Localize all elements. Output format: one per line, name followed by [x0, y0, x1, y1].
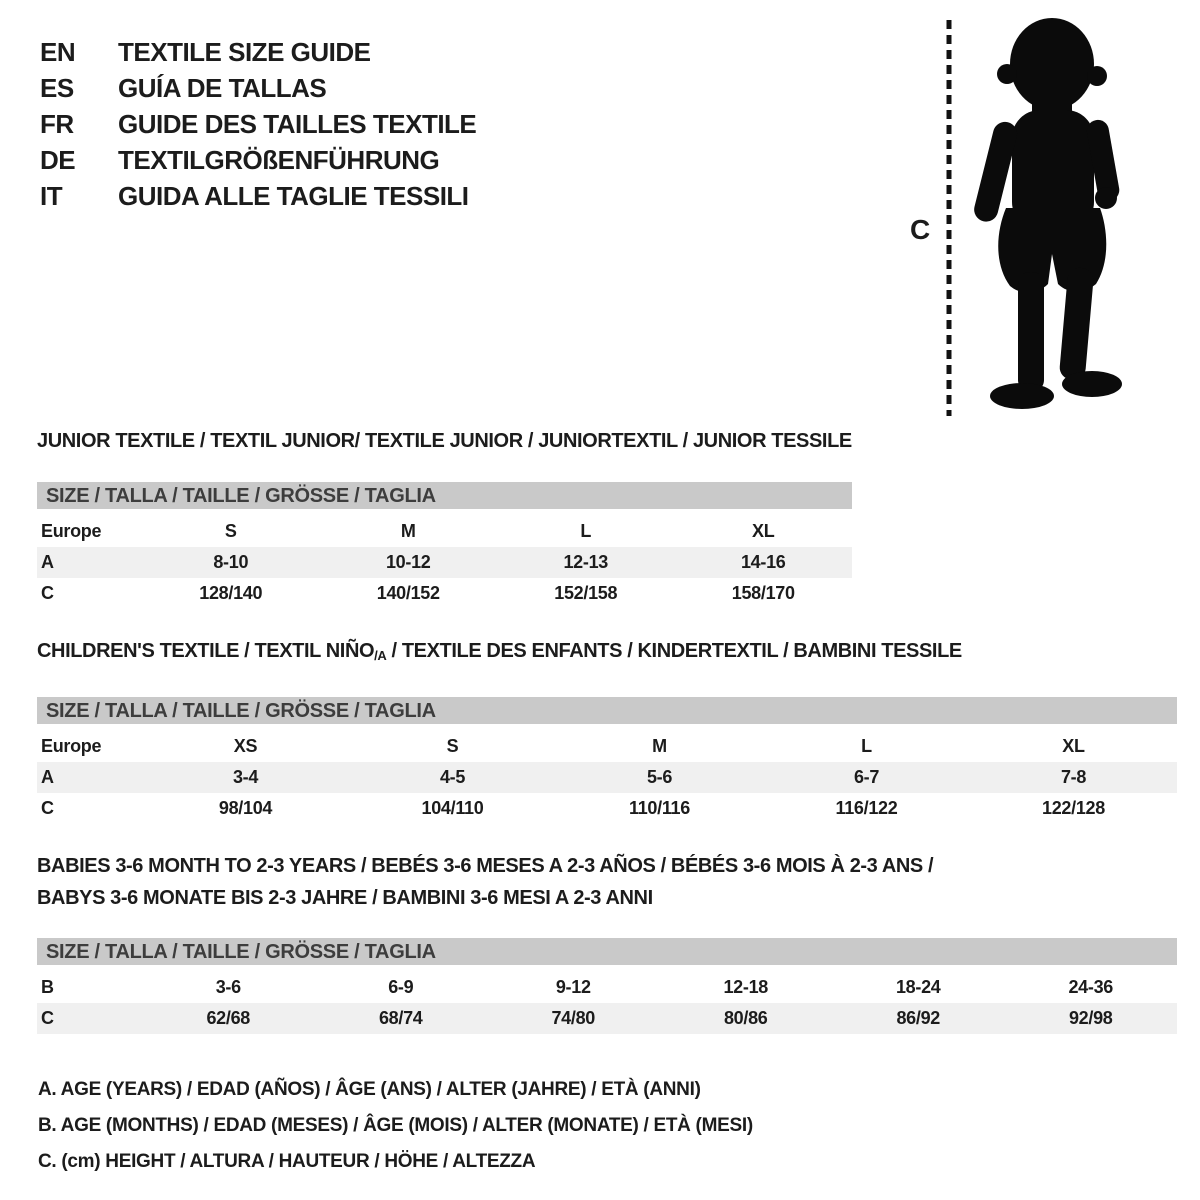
value-cell: 92/98	[1068, 1008, 1113, 1028]
value-cell: S	[446, 736, 459, 756]
value-cell: 12-18	[723, 977, 769, 997]
section-title: JUNIOR TEXTILE / TEXTIL JUNIOR/ TEXTILE JUNIOR / JUNIORTEXTIL / JUNIOR TESSILE	[37, 430, 852, 452]
value-cell: 7-8	[1060, 767, 1087, 787]
note-line-b: B. AGE (MONTHS) / EDAD (MESES) / ÂGE (MOIS) / ALTER (MONATE) / ETÀ (MESI)	[38, 1115, 753, 1136]
value-cell: 128/140	[199, 583, 263, 603]
value-cell: 80/86	[723, 1008, 768, 1028]
section-title-part: / TEXTILE DES ENFANTS / KINDERTEXTIL / BAMBINI TESSILE	[386, 640, 962, 662]
toddler-silhouette-icon	[960, 12, 1145, 420]
value-cell: 10-12	[385, 552, 431, 572]
value-cell: 158/170	[731, 583, 795, 603]
value-cell: 68/74	[378, 1008, 423, 1028]
lang-code: DE	[40, 145, 76, 175]
lang-row-de	[40, 142, 476, 178]
table-row	[37, 793, 1177, 824]
size-header-bar: SIZE / TALLA / TAILLE / GRÖSSE / TAGLIA	[37, 697, 1177, 724]
value-cell: XS	[233, 736, 258, 756]
value-cell: 116/122	[835, 798, 898, 818]
row-label-cell: B	[41, 977, 54, 997]
value-cell: 3-4	[232, 767, 259, 787]
lang-title: GUÍA DE TALLAS	[118, 73, 327, 103]
section-title	[37, 640, 1177, 667]
lang-code: EN	[40, 37, 76, 67]
junior-size-table	[37, 516, 852, 609]
lang-code: FR	[40, 109, 74, 139]
size-header-bar: SIZE / TALLA / TAILLE / GRÖSSE / TAGLIA	[37, 938, 1177, 965]
lang-code: ES	[40, 73, 74, 103]
value-cell: 14-16	[740, 552, 786, 572]
lang-title: TEXTILGRÖßENFÜHRUNG	[118, 145, 440, 175]
value-cell: M	[400, 521, 416, 541]
value-cell: 6-9	[388, 977, 414, 997]
value-cell: L	[580, 521, 592, 541]
row-label-cell: C	[41, 798, 54, 818]
table-row	[37, 516, 852, 547]
value-cell: XL	[1062, 736, 1085, 756]
note-line-c: C. (cm) HEIGHT / ALTURA / HAUTEUR / HÖHE / ALTEZZA	[38, 1151, 536, 1172]
table-row	[37, 1003, 1177, 1034]
value-cell: 6-7	[853, 767, 880, 787]
size-header-bar: SIZE / TALLA / TAILLE / GRÖSSE / TAGLIA	[37, 482, 852, 509]
lang-title: GUIDE DES TAILLES TEXTILE	[118, 109, 477, 139]
value-cell: 74/80	[551, 1008, 596, 1028]
height-measure-label: C	[910, 214, 931, 245]
value-cell: 122/128	[1042, 798, 1105, 818]
value-cell: 12-13	[563, 552, 609, 572]
value-cell: L	[861, 736, 872, 756]
row-label-cell: Europe	[41, 736, 102, 756]
value-cell: 18-24	[895, 977, 941, 997]
table-row	[37, 972, 1177, 1003]
children-size-table	[37, 731, 1177, 824]
legend-notes	[38, 1072, 753, 1180]
row-label-cell: C	[41, 583, 54, 603]
section-title-line-2: BABYS 3-6 MONATE BIS 2-3 JAHRE / BAMBINI 3-6 MESI A 2-3 ANNI	[37, 887, 653, 909]
section-babies-textile	[37, 850, 1177, 1034]
row-label-cell: C	[41, 1008, 54, 1028]
section-title-subscript: /A	[374, 648, 387, 663]
value-cell: 4-5	[439, 767, 466, 787]
value-cell: 9-12	[555, 977, 591, 997]
row-label-cell: A	[41, 767, 54, 787]
value-cell: S	[224, 521, 237, 541]
value-cell: 140/152	[376, 583, 440, 603]
value-cell: 8-10	[213, 552, 249, 572]
value-cell: 152/158	[554, 583, 618, 603]
value-cell: M	[652, 736, 667, 756]
value-cell: 104/110	[421, 798, 484, 818]
lang-title: TEXTILE SIZE GUIDE	[118, 37, 371, 67]
height-dashed-line-icon	[944, 18, 954, 418]
row-label-cell: Europe	[41, 521, 102, 541]
value-cell: 98/104	[218, 798, 273, 818]
section-title-line-1: BABIES 3-6 MONTH TO 2-3 YEARS / BEBÉS 3-6 MESES A 2-3 AÑOS / BÉBÉS 3-6 MOIS À 2-3 ANS /	[37, 855, 934, 877]
section-children-textile	[37, 640, 1177, 824]
section-junior-textile	[37, 430, 852, 609]
table-row	[37, 578, 852, 609]
table-row	[37, 731, 1177, 762]
note-line-a: A. AGE (YEARS) / EDAD (AÑOS) / ÂGE (ANS) / ALTER (JAHRE) / ETÀ (ANNI)	[38, 1079, 701, 1100]
language-title-list	[40, 34, 476, 214]
value-cell: 110/116	[629, 798, 690, 818]
table-row	[37, 762, 1177, 793]
lang-row-es	[40, 70, 476, 106]
value-cell: 62/68	[206, 1008, 251, 1028]
lang-row-en	[40, 34, 476, 70]
table-row	[37, 547, 852, 578]
section-title	[37, 850, 1177, 914]
value-cell: 5-6	[646, 767, 673, 787]
babies-size-table	[37, 972, 1177, 1034]
lang-row-fr	[40, 106, 476, 142]
value-cell: XL	[752, 521, 775, 541]
lang-code: IT	[40, 181, 63, 211]
lang-row-it	[40, 178, 476, 214]
value-cell: 86/92	[896, 1008, 941, 1028]
value-cell: 24-36	[1068, 977, 1114, 997]
value-cell: 3-6	[215, 977, 241, 997]
row-label-cell: A	[41, 552, 54, 572]
lang-title: GUIDA ALLE TAGLIE TESSILI	[118, 181, 469, 211]
section-title-part: CHILDREN'S TEXTILE / TEXTIL NIÑO	[37, 640, 375, 662]
